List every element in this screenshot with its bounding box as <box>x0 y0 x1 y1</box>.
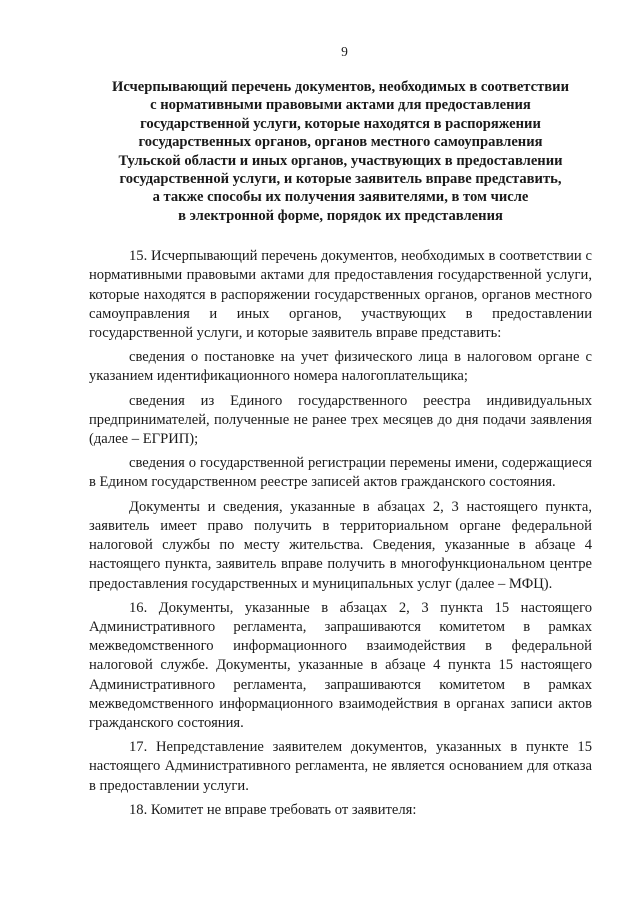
paragraph-name-change: сведения о государственной регистрации перемены имени, содержащиеся в Едином государственном реестре записей актов гражданского состояния. <box>89 455 592 491</box>
heading-line: в электронной форме, порядок их представления <box>178 207 503 224</box>
heading-line: а также способы их получения заявителями, в том числе <box>152 189 529 206</box>
paragraph-18: 18. Комитет не вправе требовать от заявителя: <box>129 801 417 818</box>
heading-line: Исчерпывающий перечень документов, необходимых в соответствии <box>111 79 569 95</box>
paragraph-17: 17. Непредставление заявителем документов, указанных в пункте 15 настоящего Административного регламента, не является основанием для отказа в предоставлении услуги. <box>89 739 592 794</box>
paragraph-16: 16. Документы, указанные в абзацах 2, 3 пункта 15 настоящего Административного регламента, запрашиваются комитетом в рамках межведомственного информационного взаимодействия в федеральной налоговой службе. Документы, указанные в абзаце 4 пункта 15 настоящего Административного регламента, запрашиваются комитетом в рамках межведомственного информационного взаимодействия в органах записи актов гражданского состояния. <box>89 599 592 731</box>
paragraph-tax-registration: сведения о постановке на учет физического лица в налоговом органе с указанием идентификационного номера налогоплательщика; <box>89 349 592 385</box>
paragraph-documents-info: Документы и сведения, указанные в абзацах 2, 3 настоящего пункта, заявитель имеет право получить в территориальном органе федеральной налоговой службы по месту жительства. Сведения, указанные в абзаце 4 настоящего пункта, заявитель вправе получить в многофункциональном центре предоставления государственных и муниципальных услуг (далее – МФЦ). <box>89 498 592 592</box>
heading-line: государственной услуги, и которые заявитель вправе представить, <box>119 171 562 188</box>
heading-line: государственных органов, органов местного самоуправления <box>138 134 543 151</box>
body-text <box>89 247 592 820</box>
paragraph-15: 15. Исчерпывающий перечень документов, необходимых в соответствии с нормативными правовыми актами для предоставления государственной услуги, которые находятся в распоряжении государственных органов, органов местного самоуправления и иных органов, участвующих в предоставлении государственной услуги, и которые заявитель вправе представить: <box>89 248 592 342</box>
heading-line: Тульской области и иных органов, участвующих в предоставлении <box>118 152 563 169</box>
heading-line: государственной услуги, которые находятся в распоряжении <box>140 115 541 132</box>
section-heading <box>89 78 592 225</box>
paragraph-egrip: сведения из Единого государственного реестра индивидуальных предпринимателей, полученные не ранее трех месяцев до дня подачи заявления (далее – ЕГРИП); <box>89 392 592 448</box>
page-number: 9 <box>341 44 348 59</box>
heading-line: с нормативными правовыми актами для предоставления <box>150 97 531 114</box>
